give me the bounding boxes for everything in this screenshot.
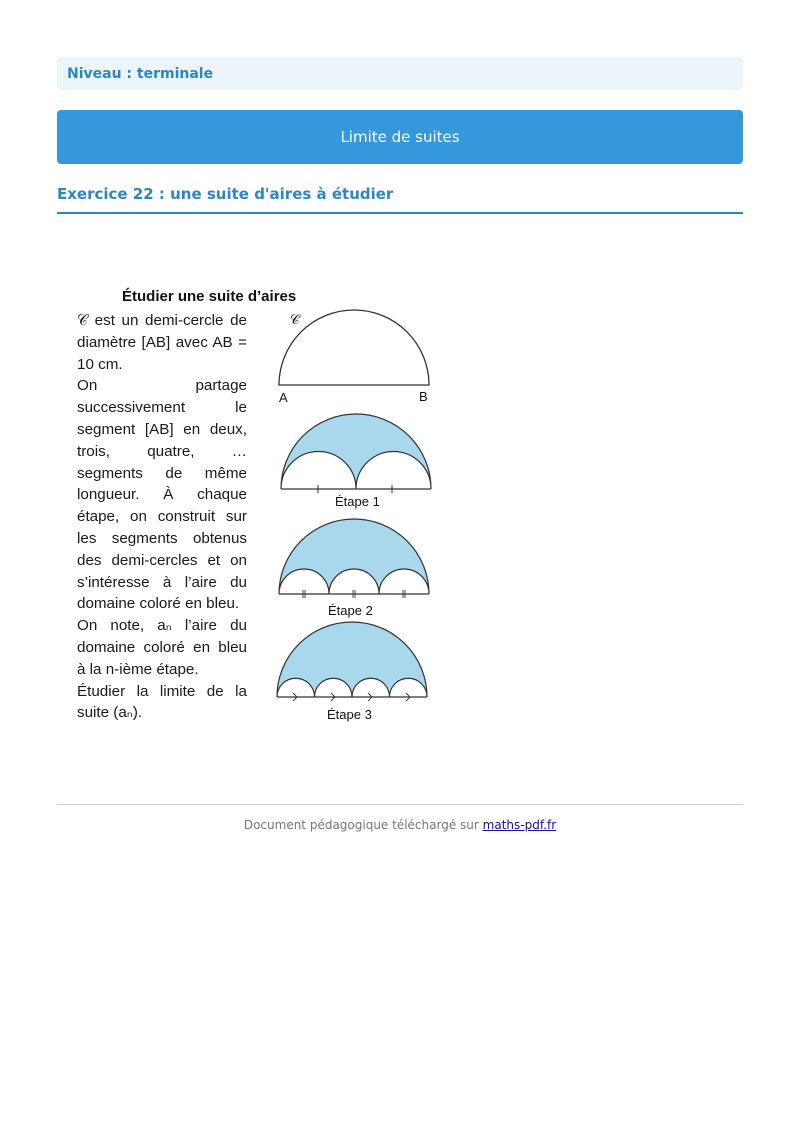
paragraph-2: On partage successivement le segment [AB] en deux, trois, quatre, … segments de même longueur. À chaque étape, on construit sur les segments obtenus des demi-cercles et on s’intéresse à l’aire du domaine coloré en bleu. bbox=[77, 377, 247, 613]
exercise-figure bbox=[70, 280, 450, 730]
footer-link[interactable]: maths-pdf.fr bbox=[482, 818, 557, 832]
level-box bbox=[57, 57, 743, 90]
paragraph-4: Étudier la limite de la suite (aₙ). bbox=[77, 682, 247, 722]
step-1-label: Étape 1 bbox=[335, 494, 380, 509]
semicircle-c bbox=[279, 310, 429, 385]
step-1-figure bbox=[281, 414, 431, 509]
exercise-title: Exercice 22 : une suite d'aires à étudier bbox=[57, 185, 743, 214]
semicircle-diagram bbox=[70, 280, 450, 730]
footer bbox=[57, 818, 743, 832]
step-3-blue-domain bbox=[277, 622, 427, 697]
step-3-label: Étape 3 bbox=[327, 707, 372, 722]
footer-divider bbox=[57, 804, 743, 805]
step-2-blue-domain bbox=[279, 519, 429, 594]
figure-heading: Étudier une suite d’aires bbox=[122, 288, 297, 305]
step-3-figure bbox=[277, 622, 427, 722]
step-2-figure bbox=[279, 519, 429, 618]
point-a-label: A bbox=[279, 390, 288, 405]
curve-label: 𝒞 bbox=[290, 312, 300, 327]
paragraph-3: On note, aₙ l’aire du domaine coloré en bleu à la n-ième étape. bbox=[77, 617, 247, 678]
paragraph-1: 𝒞 est un demi-cercle de diamètre [AB] avec AB = 10 cm. bbox=[77, 312, 247, 373]
level-label: Niveau : terminale bbox=[67, 65, 214, 82]
step-2-label: Étape 2 bbox=[328, 603, 373, 618]
chapter-title: Limite de suites bbox=[340, 128, 460, 146]
footer-text: Document pédagogique téléchargé sur bbox=[243, 818, 479, 832]
step-1-blue-domain bbox=[281, 414, 431, 489]
chapter-banner bbox=[57, 110, 743, 164]
point-b-label: B bbox=[419, 389, 428, 404]
